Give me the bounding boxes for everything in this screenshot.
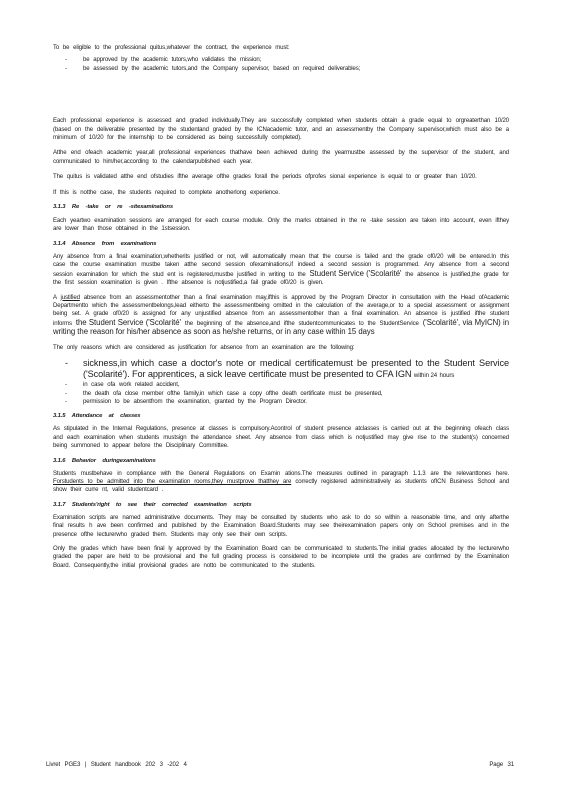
list-item-text-small: within 24: [413, 371, 438, 379]
page-number: Page 31: [489, 761, 514, 768]
text-run: the beginning of the absence,and ifthe studentcommunicates to the StudentService: [184, 319, 419, 327]
list-item: - the death ofa close member ofthe family,in which case a copy ofthe death certificate must be presented,: [53, 390, 509, 398]
text-run-large: ('Scolarité', via MyICN) in writing the reason for his/her absence as soon as he/she returns, or in any case within 15 days: [53, 317, 509, 337]
paragraph-retake: Each yeartwo examination sessions are arranged for each course module. Only the marks obtained in the re -take session are taken into account, even ifthey are lower than those obtained in the 1stsession.: [53, 217, 509, 233]
document-page: [53, 44, 509, 570]
intro-bullet-list: [53, 56, 509, 73]
text-run: the absence is justified,the grade for the first session examination is given . Ifthe absence is notjustified,a fail grade of0/20 is given.: [53, 270, 509, 287]
section-heading-behavior: 3.1.6 Behavior duringexaminations: [53, 457, 156, 464]
page-footer: [46, 761, 514, 768]
paragraph-scripts: Examination scripts are named administrative documents. They may be consulted by students who ask to do so within a reasonable time, and only afterthe final results h ave been confirmed and published by the Examination Board.Students may see theirexamination papers only on School premises and in the presence ofthe lecturerwho graded them. Students may only see their own scripts.: [53, 513, 509, 538]
section-heading-attendance: 3.1.5 Attendance at classes: [53, 413, 141, 420]
text-run: Students mustbehave in compliance with the General Regulations on Examin ations.The measures outlined in paragraph 1.1.3 are the relevanttones here.: [53, 469, 509, 477]
section-heading-absence: 3.1.4 Absence from examinations: [53, 240, 157, 247]
list-item-text-small: hours: [439, 371, 455, 379]
underlined-text: Forstudents to be admitted into the examination rooms,they mustprove thatthey are: [53, 477, 292, 485]
text-run: correctly registered administratively as students ofICN Business School and show their curre nt, valid studentcard .: [53, 477, 509, 494]
list-item: - be approved by the academic tutors,who validates the mission;: [53, 56, 509, 64]
list-item: - in case ofa work related accident,: [53, 381, 509, 389]
paragraph-behavior: [53, 470, 509, 495]
paragraph-attendance: As stipulated in the Internal Regulations, presence at classes is compulsory.Acontrol of student presence atclasses is carried out at the beginning ofeach class and each examination when students mustsign the attendance sheet. Any absence from class which is notjustified may give rise to the student(s) concerned being summoned to appear before the Disciplinary Committee.: [53, 425, 509, 450]
footer-title: Livret PGE3 | Student handbook 202 3 -202 4: [46, 761, 187, 768]
paragraph-grades: Only the grades which have been final ly approved by the Examination Board can be communicated to students.The initial grades allocated by the lecturerwho graded the paper are held to be provisional and the full grading process is considered to be incomplete until the grades are confirmed by the Examination Board. Consequently,the initial provisional grades are notto be communicated to the students.: [53, 545, 509, 569]
paragraph-justification-intro: The only reasons which are considered as justification for absence from an examination are the following:: [53, 343, 355, 351]
paragraph-not-validated: If this is notthe case, the students required to complete anotherlong experience.: [53, 188, 280, 196]
list-item-text: sickness,in which case a doctor's note or medical certificatemust be presented to the Student Service ('Scolarité'). For apprentices, a sick leave certificate must be presented to CFA IGN: [83, 357, 509, 379]
section-heading-retake: 3.1.3 Re -take or re -sitexaminations: [53, 204, 173, 211]
absence-reasons-list: [53, 358, 509, 406]
section-heading-scripts: 3.1.7 Students'right to see their corrected examination scripts: [53, 501, 252, 508]
underlined-word: justified: [60, 293, 80, 301]
text-run: A: [53, 293, 57, 301]
list-item: [53, 358, 509, 381]
paragraph-quitus: The quitus is validated atthe end ofstudies ifthe average ofthe grades forall the periods ofprofes sional experience is equal to or greater than 10/20.: [53, 173, 477, 181]
paragraph-absence-assessment: [53, 294, 509, 338]
paragraph-assessment: Each professional experience is assessed and graded individually.They are successfully completed when students obtain a grade equal to orgreaterthan 10/20 (based on the deliverable presented by the studentand graded by the ICNacademic tutor, and an assessmentby the Company supervisor,which must also be a minimum of 10/20 for the internship to be considered as being successfully completed).: [53, 117, 509, 142]
text-run-large: Student Service ('Scolarité': [309, 268, 402, 278]
list-item: - permission to be absentfrom the examination, granted by the Program Director.: [53, 398, 509, 406]
intro-paragraph: To be eligible to the professional quitus,whatever the contract, the experience must:: [53, 44, 290, 51]
paragraph-absence-final: [53, 253, 509, 288]
paragraph-annual-assessment: Atthe end ofeach academic year,all professional experiences thathave been achieved during the yearmustbe assessed by the supervisor of the student, and communicated to him/her,according to the calendarpublished each year.: [53, 149, 509, 165]
text-run-large: the Student Service ('Scolarité': [75, 317, 181, 327]
text-run: absence from an assessmentother than a final examination may,ifthis is approved by the Program Director in consultation with the Head ofAcademic Departmentto which the assessmentbelongs,lead eitherto the assessmentbeing omitted in the calculation of the average,or to a special assessment or assignment being set. A grade of0/20 is assigned for any unjustified absence from an assessmentother than a final examination. An absence is justified ifthe student informs: [53, 293, 510, 327]
text-run: Any absence from a final examination,whetherits justified or not, will automatically mean that the course is failed and the grade of0/20 will be entered.In this case the course examination mustbe taken atthe second session ofexaminations,if indeed a second session is programmed. Any absence from a second session examination for which the stud ent is registered,mustbe justified in writing to the: [53, 252, 509, 278]
list-item: - be assessed by the academic tutors,and the Company supervisor, based on required deliverables;: [53, 65, 509, 73]
